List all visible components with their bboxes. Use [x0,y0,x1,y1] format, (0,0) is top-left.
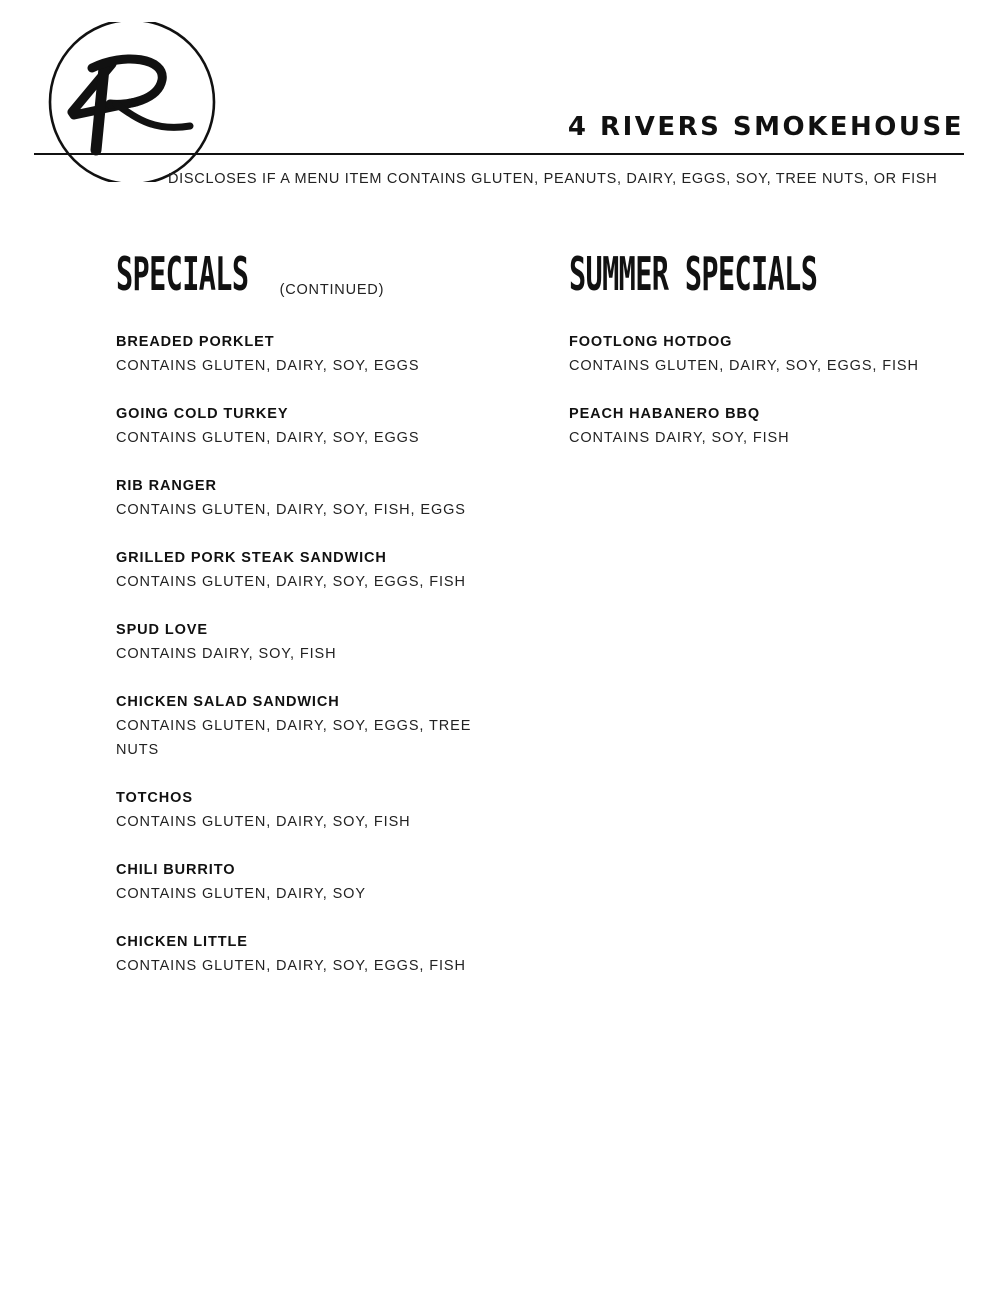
menu-item [116,474,496,522]
menu-item-allergens: CONTAINS GLUTEN, DAIRY, SOY, EGGS, FISH [116,574,466,590]
summer-specials-title: SUMMER SPECIALS [569,247,818,301]
specials-section [116,240,496,1002]
menu-item [116,402,496,450]
menu-item-name: CHICKEN LITTLE [116,934,248,950]
menu-item [116,930,496,978]
menu-item-allergens: CONTAINS GLUTEN, DAIRY, SOY, EGGS [116,430,420,446]
summer-specials-section [569,240,949,474]
menu-item [116,786,496,834]
menu-item-allergens: CONTAINS DAIRY, SOY, FISH [116,646,337,662]
menu-item-allergens: CONTAINS GLUTEN, DAIRY, SOY, FISH [116,814,411,830]
specials-title: SPECIALS [116,247,249,301]
menu-item [569,402,949,450]
menu-item-name: TOTCHOS [116,790,193,806]
menu-item-name: PEACH HABANERO BBQ [569,406,761,422]
menu-item-name: BREADED PORKLET [116,334,275,350]
menu-item-allergens: CONTAINS GLUTEN, DAIRY, SOY, EGGS, FISH [116,958,466,974]
menu-item-allergens: CONTAINS GLUTEN, DAIRY, SOY, EGGS [116,358,420,374]
menu-item [116,618,496,666]
menu-item-allergens: CONTAINS GLUTEN, DAIRY, SOY, EGGS, FISH [569,358,919,374]
allergen-disclosure: DISCLOSES IF A MENU ITEM CONTAINS GLUTEN, PEANUTS, DAIRY, EGGS, SOY, TREE NUTS, OR FISH [168,171,938,187]
menu-item-name: RIB RANGER [116,478,217,494]
menu-item [116,858,496,906]
menu-item [116,690,496,762]
menu-item-name: CHICKEN SALAD SANDWICH [116,694,340,710]
summer-specials-list [569,330,949,450]
restaurant-name: 4 RIVERS SMOKEHOUSE [567,112,964,142]
menu-item-allergens: CONTAINS GLUTEN, DAIRY, SOY [116,886,366,902]
menu-item-name: SPUD LOVE [116,622,208,638]
menu-item [116,546,496,594]
menu-item-name: GOING COLD TURKEY [116,406,289,422]
menu-item-name: CHILI BURRITO [116,862,236,878]
specials-list [116,330,496,978]
menu-item [116,330,496,378]
menu-item [569,330,949,378]
menu-item-allergens: CONTAINS GLUTEN, DAIRY, SOY, EGGS, TREE NUTS [116,718,472,758]
4r-monogram-logo-icon [44,22,220,182]
menu-item-name: GRILLED PORK STEAK SANDWICH [116,550,387,566]
menu-item-name: FOOTLONG HOTDOG [569,334,733,350]
header-divider [34,153,964,155]
menu-item-allergens: CONTAINS DAIRY, SOY, FISH [569,430,790,446]
specials-continued-note: (CONTINUED) [279,282,385,298]
menu-item-allergens: CONTAINS GLUTEN, DAIRY, SOY, FISH, EGGS [116,502,466,518]
